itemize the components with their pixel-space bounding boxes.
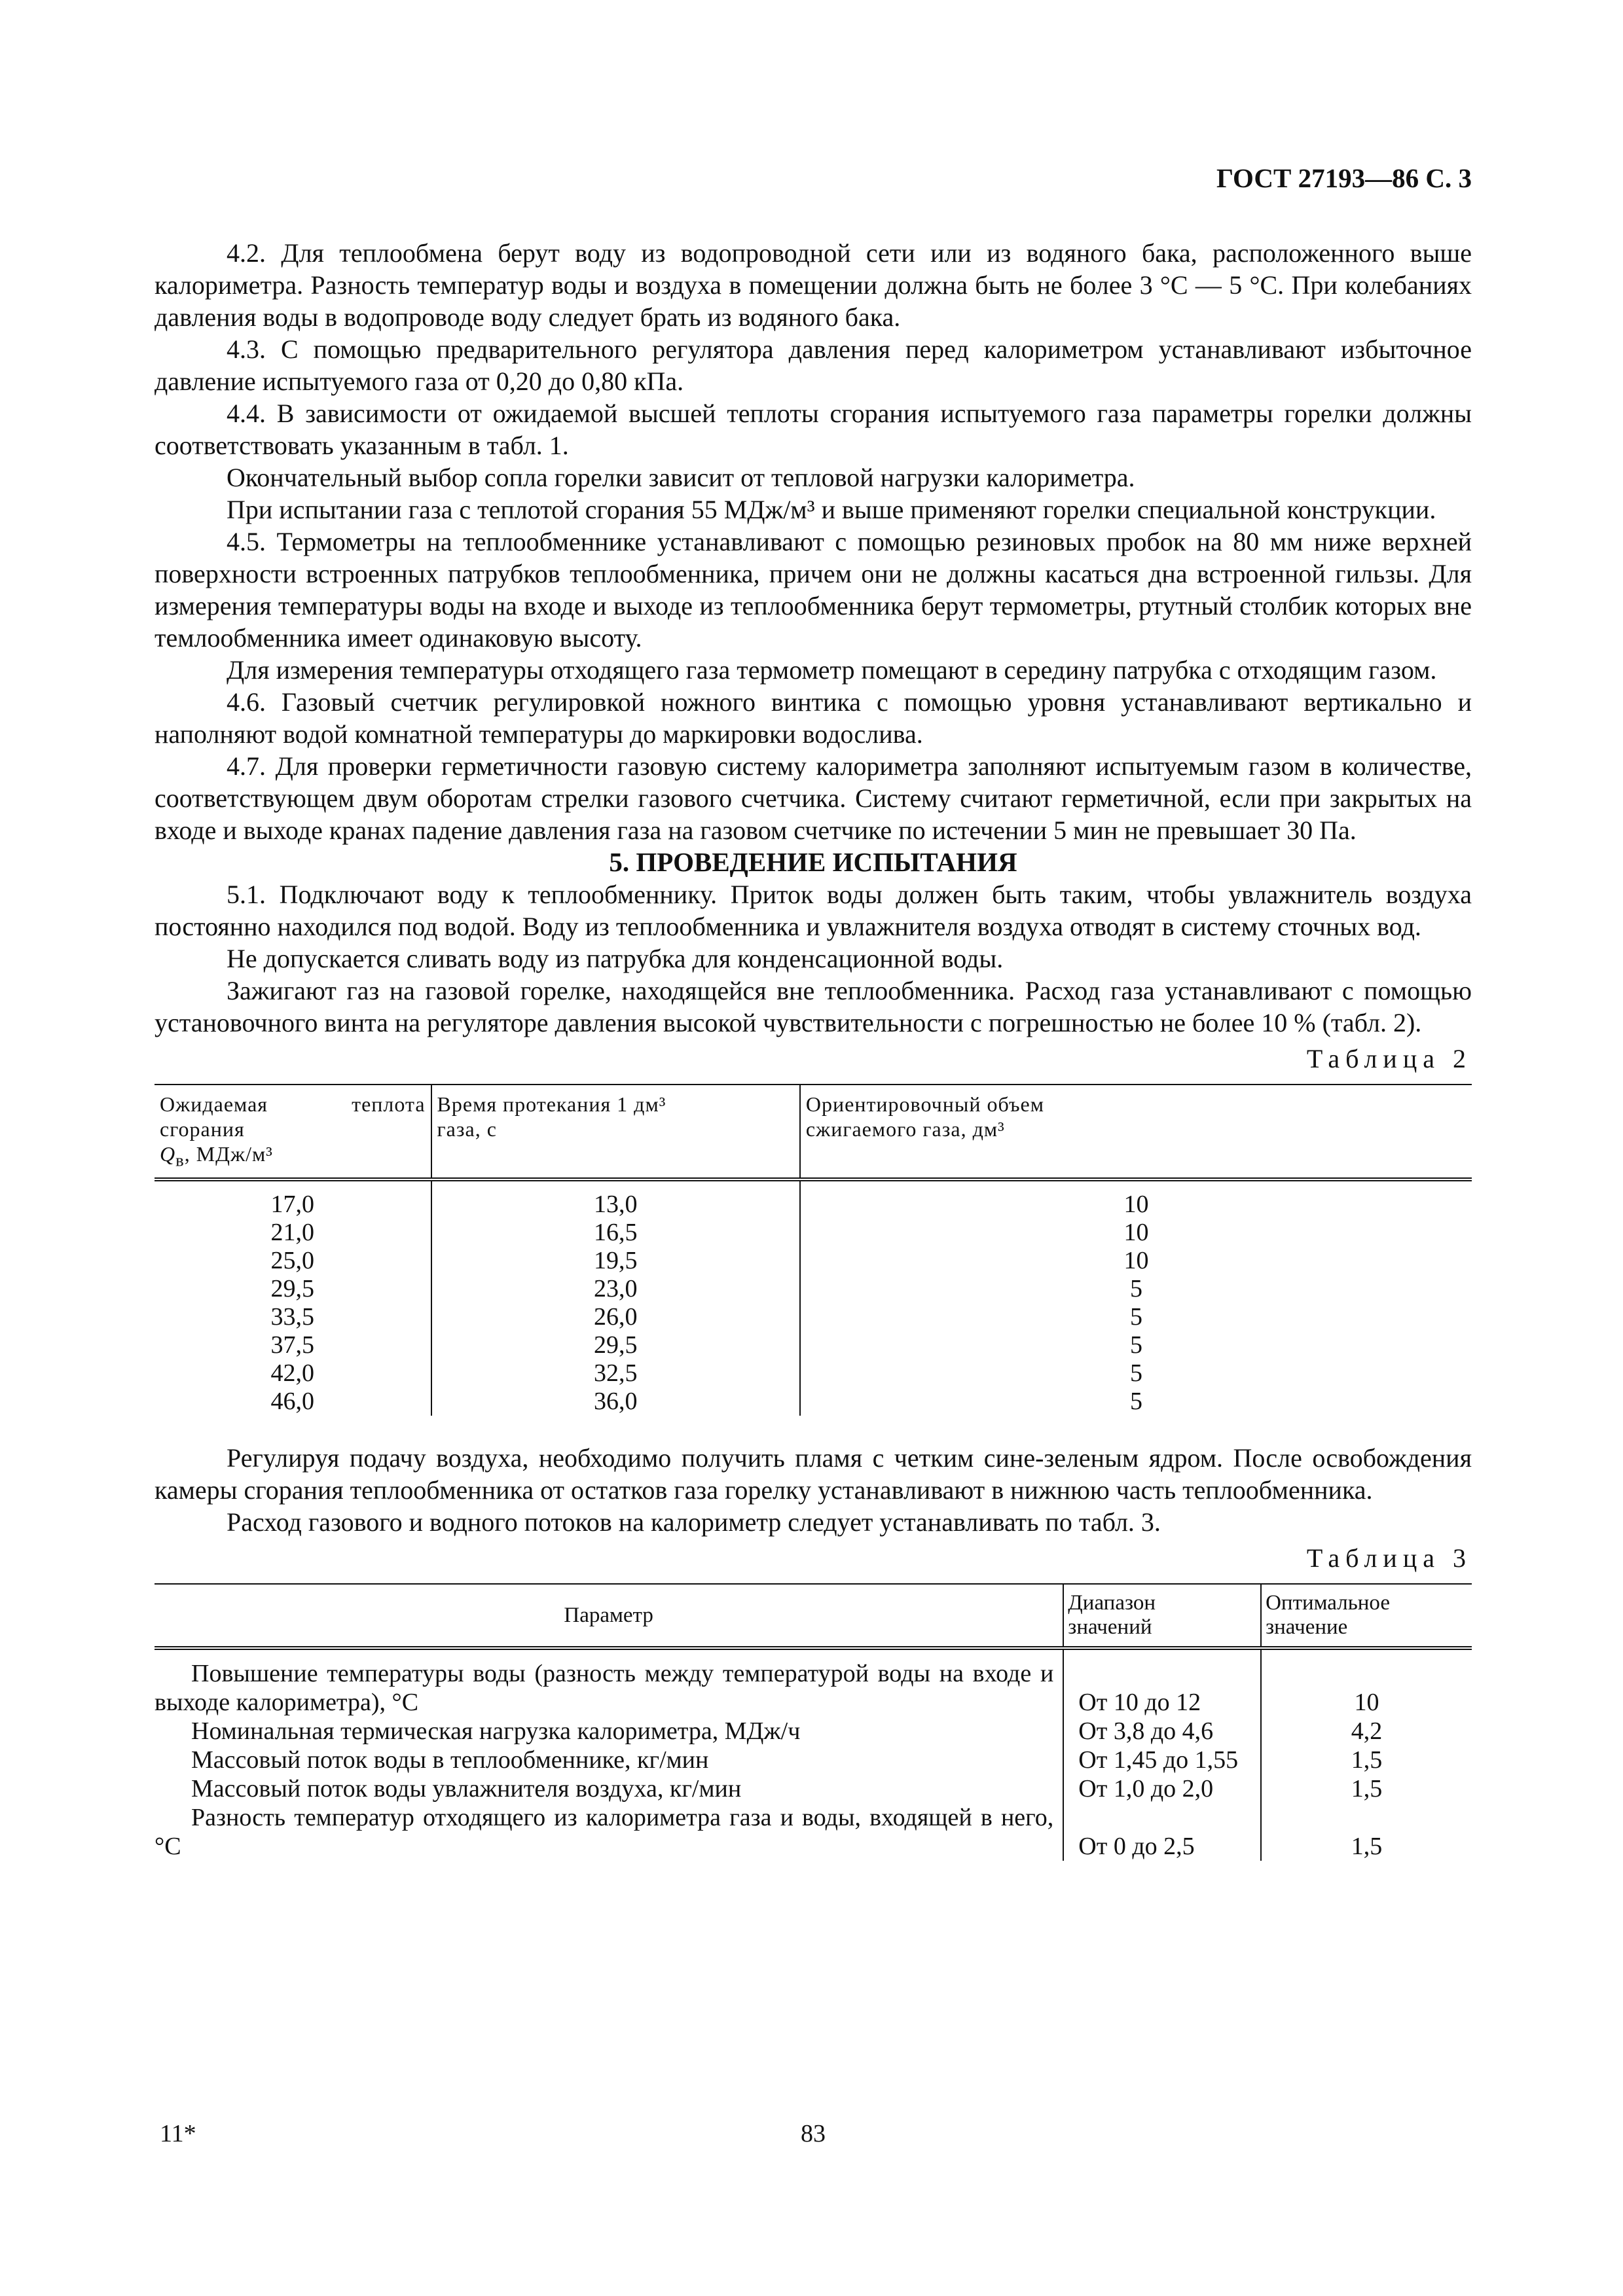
- table-row: [155, 1746, 1472, 1774]
- table-row: [155, 1303, 1472, 1331]
- paragraph-nozzle: Окончательный выбор сопла горелки зависит от тепловой нагрузки калориметра.: [227, 463, 1135, 492]
- table2-cell-col3: 5: [800, 1359, 1472, 1388]
- table3-cell-optimal: 10: [1261, 1648, 1472, 1717]
- table2-cell-col2: 16,5: [431, 1219, 800, 1247]
- table-row: [155, 1179, 1472, 1219]
- paragraph-4-7: 4.7. Для проверки герметичности газовую систему калориметра заполняют испытуемым газом в количестве, соответствующем двум оборотам стрелки газового счетчика. Систему считают герметичной, если при закрытых на входе и выходе кранах падение давления газа на газовом счетчике по истечении 5 мин не превышает 30 Па.: [155, 751, 1472, 845]
- table2-cell-col2: 23,0: [431, 1275, 800, 1303]
- table-row: [155, 1359, 1472, 1388]
- paragraph-4-4: 4.4. В зависимости от ожидаемой высшей теплоты сгорания испытуемого газа параметры горелки должны соответствовать указанным в табл. 1.: [155, 399, 1472, 460]
- table2-cell-col1: 46,0: [270, 1388, 314, 1416]
- table-row: [155, 1388, 1472, 1416]
- table2-cell-col2: 26,0: [431, 1303, 800, 1331]
- table2-header-time: Время протекания 1 дм³ газа, с: [431, 1085, 800, 1179]
- table-row: [155, 1717, 1472, 1746]
- table2-caption: Таблица 2: [1306, 1044, 1472, 1073]
- table3-header-range: Диапазон значений: [1063, 1584, 1261, 1648]
- paragraph-4-6: 4.6. Газовый счетчик регулировкой ножного винтика с помощью уровня устанавливают вертикально и наполняют водой комнатной температуры до маркировки водослива.: [155, 687, 1472, 749]
- table3-cell-range: От 10 до 12: [1063, 1648, 1261, 1717]
- table2-cell-col1: 21,0: [270, 1219, 314, 1247]
- table-row: [155, 1648, 1472, 1717]
- table3-param-text: Разность температур отходящего из калориметра газа и воды, входящей в него, °С: [155, 1804, 1054, 1861]
- table3-cell-param: [155, 1717, 1063, 1746]
- paragraph-air-supply: Регулируя подачу воздуха, необходимо получить пламя с четким сине-зеленым ядром. После освобождения камеры сгорания теплообменника от остатков газа горелку устанавливают в нижнюю часть теплообменника.: [155, 1443, 1472, 1505]
- table3-cell-param: [155, 1648, 1063, 1717]
- table-row: [155, 1247, 1472, 1275]
- table3-cell-param: [155, 1803, 1063, 1861]
- table2-cell-col1: 29,5: [270, 1275, 314, 1303]
- table-row: [155, 1219, 1472, 1247]
- page-header: ГОСТ 27193—86 С. 3: [1216, 163, 1472, 193]
- paragraph-4-2: 4.2. Для теплообмена берут воду из водопроводной сети или из водяного бака, расположенного выше калориметра. Разность температур воды и воздуха в помещении должна быть не более 3 °С — 5 °С. При колебаниях давления воды в водопроводе воду следует брать из водяного бака.: [155, 238, 1472, 332]
- table3-cell-range: От 3,8 до 4,6: [1063, 1717, 1261, 1746]
- table3-cell-optimal: 1,5: [1261, 1803, 1472, 1861]
- paragraph-flue-gas: Для измерения температуры отходящего газа термометр помещают в середину патрубка с отходящим газом.: [227, 655, 1437, 685]
- table2-header-heat: Ожидаемая теплота сгорания $Q_в$, МДж/м³: [155, 1085, 431, 1179]
- paragraph-ignite: Зажигают газ на газовой горелке, находящейся вне теплообменника. Расход газа устанавливают с помощью установочного винта на регуляторе давления высокой чувствительности с погрешностью не более 10 % (табл. 2).: [155, 976, 1472, 1037]
- table2-cell-col3: 5: [800, 1331, 1472, 1359]
- table3-cell-optimal: 1,5: [1261, 1746, 1472, 1774]
- table3-cell-range: От 0 до 2,5: [1063, 1803, 1261, 1861]
- paragraph-5-1: 5.1. Подключают воду к теплообменнику. Приток воды должен быть таким, чтобы увлажнитель воздуха постоянно находился под водой. Воду из теплообменника и увлажнителя воздуха отводят в систему сточных вод.: [155, 880, 1472, 941]
- table3-header-optimal: Оптимальное значение: [1261, 1584, 1472, 1648]
- table2-cell-col2: 36,0: [431, 1388, 800, 1416]
- table2-cell-col2: 19,5: [431, 1247, 800, 1275]
- section-title: 5. ПРОВЕДЕНИЕ ИСПЫТАНИЯ: [609, 847, 1017, 877]
- table3-cell-param: [155, 1746, 1063, 1774]
- table3-header-param: Параметр: [155, 1584, 1063, 1648]
- table2-cell-col3: 10: [800, 1247, 1472, 1275]
- table-2: [155, 1084, 1472, 1416]
- table3-cell-param: [155, 1774, 1063, 1803]
- table3-cell-optimal: 4,2: [1261, 1717, 1472, 1746]
- table3-cell-range: От 1,45 до 1,55: [1063, 1746, 1261, 1774]
- table2-cell-col2: 32,5: [431, 1359, 800, 1388]
- table2-body: [155, 1179, 1472, 1416]
- table2-cell-col3: 10: [800, 1219, 1472, 1247]
- paragraph-special-burners: При испытании газа с теплотой сгорания 55 МДж/м³ и выше применяют горелки специальной конструкции.: [227, 495, 1436, 524]
- table3-param-text: Номинальная термическая нагрузка калориметра, МДж/ч: [191, 1717, 801, 1746]
- table2-cell-col1: 37,5: [270, 1331, 314, 1359]
- table2-header-volume: Ориентировочный объем сжигаемого газа, дм³: [800, 1085, 1472, 1179]
- table2-cell-col1: 25,0: [270, 1247, 314, 1275]
- table-row: [155, 1275, 1472, 1303]
- paragraph-flow-ref: Расход газового и водного потоков на калориметр следует устанавливать по табл. 3.: [227, 1507, 1161, 1537]
- table-3: [155, 1583, 1472, 1861]
- paragraph-4-5: 4.5. Термометры на теплообменнике устанавливают с помощью резиновых пробок на 80 мм ниже верхней поверхности встроенных патрубков теплообменника, причем они не должны касаться дна встроенной гильзы. Для измерения температуры воды на входе и выходе из теплообменника берут термометры, ртутный столбик которых вне темлообменника имеет одинаковую высоту.: [155, 527, 1472, 653]
- page-number: 83: [801, 2120, 826, 2147]
- table3-body: [155, 1648, 1472, 1861]
- table2-cell-col3: 5: [800, 1388, 1472, 1416]
- table2-cell-col2: 13,0: [431, 1179, 800, 1219]
- table3-param-text: Массовый поток воды в теплообменнике, кг/мин: [191, 1746, 709, 1774]
- table2-cell-col3: 5: [800, 1275, 1472, 1303]
- body-text: [155, 237, 1472, 1861]
- table-row: [155, 1803, 1472, 1861]
- table3-cell-range: От 1,0 до 2,0: [1063, 1774, 1261, 1803]
- table2-cell-col1: 42,0: [270, 1359, 314, 1388]
- table2-cell-col2: 29,5: [431, 1331, 800, 1359]
- table2-cell-col3: 10: [800, 1179, 1472, 1219]
- paragraph-4-3: 4.3. С помощью предварительного регулятора давления перед калориметром устанавливают избыточное давление испытуемого газа от 0,20 до 0,80 кПа.: [155, 334, 1472, 396]
- table3-cell-optimal: 1,5: [1261, 1774, 1472, 1803]
- table2-cell-col3: 5: [800, 1303, 1472, 1331]
- table3-caption: Таблица 3: [1306, 1543, 1472, 1573]
- table-row: [155, 1774, 1472, 1803]
- paragraph-drain: Не допускается сливать воду из патрубка для конденсационной воды.: [227, 944, 1004, 973]
- footer-mark: 11*: [160, 2120, 196, 2147]
- table3-param-text: Массовый поток воды увлажнителя воздуха, кг/мин: [191, 1775, 742, 1803]
- table3-param-text: Повышение температуры воды (разность между температурой воды на входе и выходе калориметра), °С: [155, 1660, 1054, 1717]
- table2-cell-col1: 17,0: [270, 1191, 314, 1219]
- table-row: [155, 1331, 1472, 1359]
- table2-cell-col1: 33,5: [270, 1303, 314, 1331]
